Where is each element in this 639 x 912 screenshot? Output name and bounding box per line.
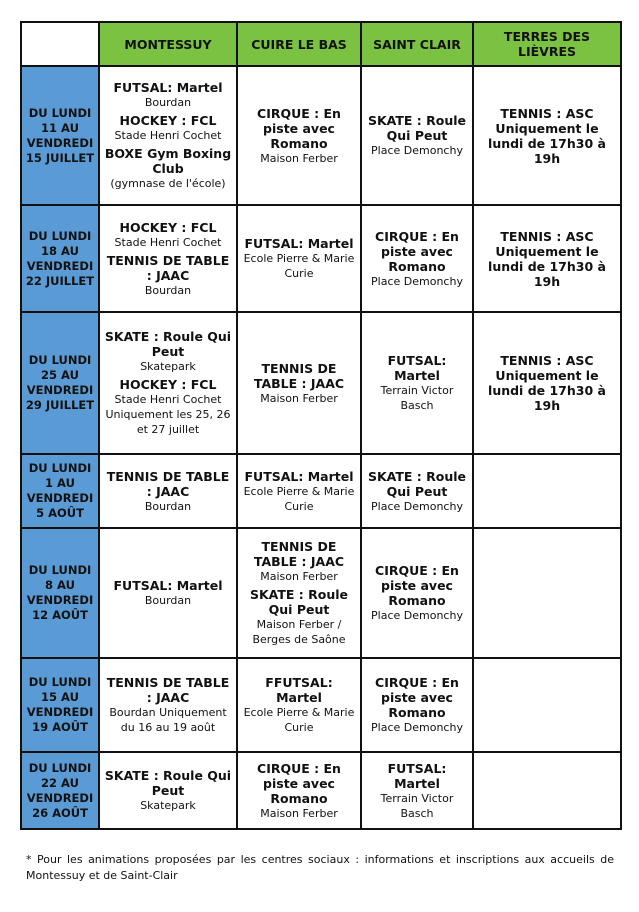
activity-location: (gymnase de l'école): [110, 177, 226, 190]
activity: [103, 253, 233, 298]
activity: [103, 578, 233, 608]
cell-terres-des-lievres: [473, 312, 621, 454]
activity-location: Bourdan Uniquement du 16 au 19 août: [109, 706, 227, 734]
activity: [103, 469, 233, 514]
cell-cuire-le-bas: [237, 658, 361, 752]
week-row: [21, 66, 621, 205]
week-label: DU LUNDI 22 AU VENDREDI 26 AOÛT: [21, 752, 99, 829]
activity-location: Stade Henri Cochet Uniquement les 25, 26 et 27 juillet: [105, 393, 231, 436]
activity-title: FUTSAL: Martel: [387, 760, 447, 791]
activity-title: TENNIS DE TABLE : JAAC: [106, 675, 230, 705]
activity: [365, 229, 469, 289]
week-label: DU LUNDI 15 AU VENDREDI 19 AOÛT: [21, 658, 99, 752]
cell-saint-clair: [361, 454, 473, 528]
cell-montessuy: [99, 658, 237, 752]
activity-title: SKATE : Roule Qui Peut: [104, 329, 232, 359]
column-header-montessuy: MONTESSUY: [99, 22, 237, 66]
activity-location: Place Demonchy: [371, 609, 463, 622]
activity: [241, 469, 357, 514]
activity: [103, 675, 233, 735]
activity-title: SKATE : Roule Qui Peut: [104, 768, 232, 798]
activity-title: HOCKEY : FCL: [119, 113, 217, 128]
activity: [103, 80, 233, 110]
activity: [103, 377, 233, 437]
cell-montessuy: [99, 528, 237, 658]
activity-title: TENNIS DE TABLE : JAAC: [106, 468, 230, 499]
activity-title: FUTSAL: Martel: [244, 468, 354, 484]
activity: [365, 675, 469, 735]
activity: [477, 353, 617, 413]
activity: [241, 361, 357, 406]
activity: [241, 539, 357, 584]
column-header-terres-des-lievres: TERRES DES LIÈVRES: [473, 22, 621, 66]
activity: [365, 353, 469, 413]
activity: [365, 469, 469, 514]
activity-title: TENNIS DE TABLE : JAAC: [106, 252, 230, 283]
activity-location: Skatepark: [140, 360, 196, 373]
activity-location: Maison Ferber / Berges de Saône: [252, 618, 346, 646]
cell-terres-des-lievres: [473, 205, 621, 312]
week-row: [21, 454, 621, 528]
activity-location: Maison Ferber: [260, 570, 338, 583]
activity-location: Bourdan: [144, 283, 192, 297]
header-row: [21, 22, 621, 66]
cell-montessuy: [99, 454, 237, 528]
activity-location: Terrain Victor Basch: [380, 384, 454, 412]
corner-cell: [21, 22, 99, 66]
cell-cuire-le-bas: [237, 454, 361, 528]
week-label: DU LUNDI 25 AU VENDREDI 29 JUILLET: [21, 312, 99, 454]
week-label: DU LUNDI 8 AU VENDREDI 12 AOÛT: [21, 528, 99, 658]
activity-location: Place Demonchy: [371, 721, 463, 734]
week-row: [21, 752, 621, 829]
cell-saint-clair: [361, 752, 473, 829]
activity-location: Maison Ferber: [260, 391, 338, 405]
activity-title: SKATE : Roule Qui Peut: [367, 468, 467, 499]
activity-location: Skatepark: [140, 799, 196, 812]
activity: [241, 587, 357, 647]
activity-title: CIRQUE : En piste avec Romano: [257, 105, 341, 151]
activity-location: Maison Ferber: [260, 806, 338, 820]
cell-terres-des-lievres: [473, 752, 621, 829]
column-header-saint-clair: SAINT CLAIR: [361, 22, 473, 66]
activity: [241, 236, 357, 281]
activity-title: TENNIS : ASC Uniquement le lundi de 17h30 à 19h: [488, 353, 606, 413]
activity-location: Bourdan: [144, 594, 192, 607]
activity-location: Ecole Pierre & Marie Curie: [243, 252, 355, 280]
cell-cuire-le-bas: [237, 205, 361, 312]
activity-title: CIRQUE : En piste avec Romano: [257, 760, 341, 806]
week-label: DU LUNDI 18 AU VENDREDI 22 JUILLET: [21, 205, 99, 312]
activity-title: HOCKEY : FCL: [119, 219, 217, 235]
activity: [477, 229, 617, 289]
cell-saint-clair: [361, 66, 473, 205]
cell-terres-des-lievres: [473, 658, 621, 752]
activity-title: CIRQUE : En piste avec Romano: [375, 228, 459, 274]
cell-saint-clair: [361, 312, 473, 454]
activity-title: BOXE Gym Boxing Club: [104, 146, 232, 176]
cell-montessuy: [99, 312, 237, 454]
column-header-cuire-le-bas: CUIRE LE BAS: [237, 22, 361, 66]
week-label: DU LUNDI 1 AU VENDREDI 5 AOÛT: [21, 454, 99, 528]
activity-location: Ecole Pierre & Marie Curie: [243, 706, 355, 734]
activity-title: FUTSAL: Martel: [113, 578, 223, 593]
cell-saint-clair: [361, 528, 473, 658]
activity: [103, 113, 233, 143]
cell-terres-des-lievres: [473, 66, 621, 205]
schedule-table: [20, 21, 622, 830]
activity: [241, 761, 357, 821]
activity: [103, 329, 233, 374]
activity-title: FUTSAL: Martel: [244, 236, 354, 251]
activity-title: SKATE : Roule Qui Peut: [367, 113, 467, 143]
week-row: [21, 658, 621, 752]
activity: [365, 113, 469, 158]
activity-title: CIRQUE : En piste avec Romano: [375, 675, 459, 720]
cell-terres-des-lievres: [473, 528, 621, 658]
activity: [477, 106, 617, 166]
week-label: DU LUNDI 11 AU VENDREDI 15 JUILLET: [21, 66, 99, 205]
activity-title: TENNIS DE TABLE : JAAC: [253, 360, 345, 391]
week-row: [21, 528, 621, 658]
activity: [103, 220, 233, 250]
activity-title: TENNIS : ASC Uniquement le lundi de 17h30 à 19h: [488, 105, 606, 166]
cell-montessuy: [99, 66, 237, 205]
activity: [365, 563, 469, 623]
activity-location: Place Demonchy: [371, 499, 463, 513]
activity-location: Terrain Victor Basch: [380, 791, 454, 820]
activity-title: SKATE : Roule Qui Peut: [249, 587, 349, 617]
cell-montessuy: [99, 205, 237, 312]
cell-cuire-le-bas: [237, 752, 361, 829]
activity: [241, 106, 357, 166]
activity-location: Stade Henri Cochet: [114, 235, 222, 249]
activity-title: TENNIS DE TABLE : JAAC: [253, 539, 345, 569]
activity-location: Bourdan: [144, 499, 192, 513]
week-row: [21, 205, 621, 312]
cell-cuire-le-bas: [237, 312, 361, 454]
activity: [103, 768, 233, 813]
activity-title: HOCKEY : FCL: [119, 377, 217, 392]
cell-cuire-le-bas: [237, 66, 361, 205]
activity-location: Stade Henri Cochet: [114, 129, 222, 142]
activity-location: Maison Ferber: [260, 151, 338, 165]
activity: [103, 146, 233, 191]
activity-title: FUTSAL: Martel: [387, 353, 447, 383]
activity-location: Place Demonchy: [371, 144, 463, 157]
activity-title: CIRQUE : En piste avec Romano: [375, 563, 459, 608]
cell-saint-clair: [361, 658, 473, 752]
cell-cuire-le-bas: [237, 528, 361, 658]
cell-saint-clair: [361, 205, 473, 312]
activity-location: Bourdan: [144, 96, 192, 109]
activity-title: TENNIS : ASC Uniquement le lundi de 17h30 à 19h: [488, 228, 606, 289]
week-row: [21, 312, 621, 454]
footnote: * Pour les animations proposées par les centres sociaux : informations et inscriptions aux accueils de Montessuy et de Saint-Clair: [26, 853, 614, 882]
cell-montessuy: [99, 752, 237, 829]
cell-terres-des-lievres: [473, 454, 621, 528]
activity-location: Ecole Pierre & Marie Curie: [243, 484, 355, 513]
activity: [241, 675, 357, 735]
activity-title: FUTSAL: Martel: [113, 80, 223, 95]
activity-title: FFUTSAL: Martel: [265, 675, 333, 705]
activity-location: Place Demonchy: [371, 274, 463, 288]
activity: [365, 761, 469, 821]
